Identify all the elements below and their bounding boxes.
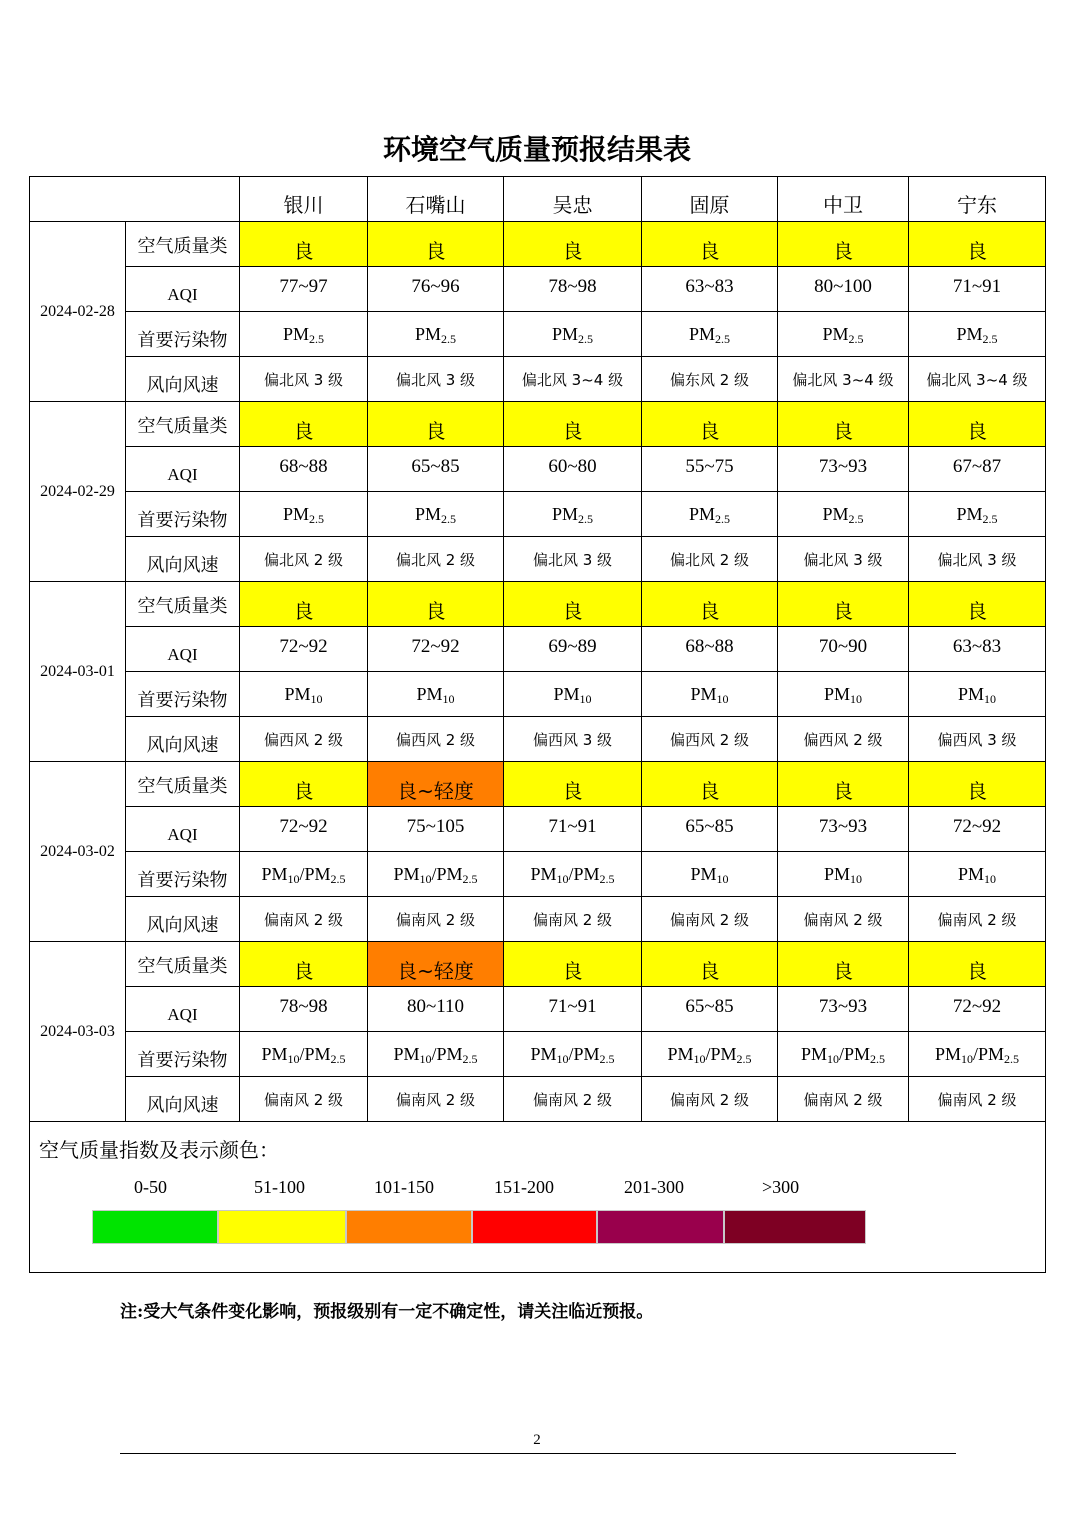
pollutant-cell: $PM_{10}$: [240, 672, 368, 717]
wind-cell: 偏南风 2 级: [642, 897, 778, 942]
pollutant-cell: $PM_{2.5}$: [240, 312, 368, 357]
aqi-grade-cell: 良~轻度: [368, 762, 504, 807]
legend-section: [30, 1122, 1046, 1273]
row-label-category: 空气质量类: [126, 222, 240, 267]
aqi-row: [30, 807, 1046, 852]
row-label-category: 空气质量类: [126, 582, 240, 627]
row-label-wind: 风向风速: [126, 357, 240, 402]
aqi-range-cell: 63~83: [909, 627, 1046, 672]
aqi-row: [30, 447, 1046, 492]
aqi-range-cell: 60~80: [504, 447, 642, 492]
wind-cell: 偏北风 3~4 级: [504, 357, 642, 402]
wind-cell: 偏西风 2 级: [778, 717, 909, 762]
aqi-range-cell: 68~88: [240, 447, 368, 492]
city-header: 银川: [240, 177, 368, 222]
aqi-range-cell: 71~91: [504, 807, 642, 852]
aqi-grade-cell: 良: [778, 762, 909, 807]
pollutant-cell: $PM_{2.5}$: [368, 492, 504, 537]
legend-swatch-heavy: [597, 1210, 724, 1244]
category-row: [30, 582, 1046, 627]
aqi-range-cell: 65~85: [642, 987, 778, 1032]
aqi-range-cell: 76~96: [368, 267, 504, 312]
aqi-grade-cell: 良: [778, 942, 909, 987]
pollutant-row: [30, 492, 1046, 537]
legend-swatch-moderate: [472, 1210, 597, 1244]
pollutant-cell: $PM_{2.5}$: [642, 492, 778, 537]
pollutant-row: [30, 1032, 1046, 1077]
wind-cell: 偏北风 3~4 级: [778, 357, 909, 402]
aqi-range-cell: 69~89: [504, 627, 642, 672]
aqi-grade-cell: 良: [368, 402, 504, 447]
row-label-pollutant: 首要污染物: [126, 312, 240, 357]
pollutant-row: [30, 672, 1046, 717]
legend-swatch-light: [346, 1210, 472, 1244]
header-row: [30, 177, 1046, 222]
row-label-wind: 风向风速: [126, 897, 240, 942]
aqi-grade-cell: 良: [240, 402, 368, 447]
wind-cell: 偏西风 2 级: [368, 717, 504, 762]
wind-cell: 偏北风 3 级: [504, 537, 642, 582]
aqi-grade-cell: 良: [504, 222, 642, 267]
aqi-range-cell: 67~87: [909, 447, 1046, 492]
wind-cell: 偏北风 3 级: [368, 357, 504, 402]
wind-row: [30, 357, 1046, 402]
date-cell: 2024-02-28: [30, 222, 126, 402]
row-label-category: 空气质量类: [126, 762, 240, 807]
row-label-wind: 风向风速: [126, 1077, 240, 1122]
wind-cell: 偏南风 2 级: [368, 1077, 504, 1122]
aqi-row: [30, 987, 1046, 1032]
pollutant-cell: $PM_{10}/PM_{2.5}$: [240, 852, 368, 897]
pollutant-cell: $PM_{10}$: [909, 672, 1046, 717]
aqi-grade-cell: 良: [504, 402, 642, 447]
pollutant-cell: $PM_{2.5}$: [504, 312, 642, 357]
category-row: [30, 402, 1046, 447]
pollutant-cell: $PM_{2.5}$: [240, 492, 368, 537]
legend-range-label: 151-200: [494, 1177, 554, 1197]
wind-cell: 偏南风 2 级: [240, 897, 368, 942]
aqi-grade-cell: 良~轻度: [368, 942, 504, 987]
aqi-range-cell: 65~85: [642, 807, 778, 852]
legend-range-label: 0-50: [134, 1177, 167, 1197]
legend-range-label: 51-100: [254, 1177, 305, 1197]
pollutant-cell: $PM_{10}/PM_{2.5}$: [504, 852, 642, 897]
aqi-grade-cell: 良: [909, 582, 1046, 627]
pollutant-cell: $PM_{2.5}$: [778, 312, 909, 357]
pollutant-cell: $PM_{10}/PM_{2.5}$: [642, 1032, 778, 1077]
wind-row: [30, 537, 1046, 582]
row-label-pollutant: 首要污染物: [126, 852, 240, 897]
aqi-grade-cell: 良: [642, 762, 778, 807]
pollutant-cell: $PM_{10}/PM_{2.5}$: [909, 1032, 1046, 1077]
wind-cell: 偏北风 3~4 级: [909, 357, 1046, 402]
legend-range-label: 201-300: [624, 1177, 684, 1197]
city-header: 吴忠: [504, 177, 642, 222]
aqi-grade-cell: 良: [778, 582, 909, 627]
aqi-grade-cell: 良: [642, 402, 778, 447]
pollutant-cell: $PM_{10}/PM_{2.5}$: [240, 1032, 368, 1077]
aqi-range-cell: 72~92: [368, 627, 504, 672]
aqi-grade-cell: 良: [909, 942, 1046, 987]
aqi-range-cell: 71~91: [504, 987, 642, 1032]
row-label-aqi: AQI: [126, 267, 240, 312]
aqi-range-cell: 63~83: [642, 267, 778, 312]
aqi-range-cell: 72~92: [240, 807, 368, 852]
date-cell: 2024-03-01: [30, 582, 126, 762]
wind-cell: 偏南风 2 级: [240, 1077, 368, 1122]
legend-range-label: >300: [762, 1177, 800, 1197]
aqi-range-cell: 77~97: [240, 267, 368, 312]
pollutant-cell: $PM_{10}$: [642, 672, 778, 717]
wind-cell: 偏西风 2 级: [240, 717, 368, 762]
pollutant-cell: $PM_{10}/PM_{2.5}$: [778, 1032, 909, 1077]
legend-title: 空气质量指数及表示颜色：: [39, 1138, 279, 1162]
pollutant-cell: $PM_{2.5}$: [909, 312, 1046, 357]
aqi-grade-cell: 良: [240, 582, 368, 627]
pollutant-cell: $PM_{10}$: [778, 672, 909, 717]
aqi-grade-cell: 良: [909, 762, 1046, 807]
wind-cell: 偏南风 2 级: [504, 897, 642, 942]
aqi-grade-cell: 良: [368, 222, 504, 267]
row-label-wind: 风向风速: [126, 537, 240, 582]
row-label-category: 空气质量类: [126, 402, 240, 447]
wind-cell: 偏北风 2 级: [240, 537, 368, 582]
wind-cell: 偏北风 3 级: [909, 537, 1046, 582]
pollutant-cell: $PM_{2.5}$: [504, 492, 642, 537]
pollutant-row: [30, 852, 1046, 897]
aqi-row: [30, 267, 1046, 312]
wind-cell: 偏西风 2 级: [642, 717, 778, 762]
aqi-grade-cell: 良: [240, 762, 368, 807]
wind-row: [30, 717, 1046, 762]
aqi-grade-cell: 良: [504, 582, 642, 627]
pollutant-cell: $PM_{2.5}$: [368, 312, 504, 357]
forecast-table: [29, 176, 1046, 1273]
legend-swatch-good-plus: [92, 1210, 218, 1244]
aqi-range-cell: 75~105: [368, 807, 504, 852]
wind-cell: 偏南风 2 级: [909, 1077, 1046, 1122]
wind-row: [30, 1077, 1046, 1122]
wind-row: [30, 897, 1046, 942]
wind-cell: 偏西风 3 级: [504, 717, 642, 762]
legend-swatch-severe: [724, 1210, 866, 1244]
aqi-grade-cell: 良: [642, 942, 778, 987]
wind-cell: 偏北风 2 级: [642, 537, 778, 582]
wind-cell: 偏北风 2 级: [368, 537, 504, 582]
row-label-wind: 风向风速: [126, 717, 240, 762]
wind-cell: 偏北风 3 级: [778, 537, 909, 582]
aqi-range-cell: 80~100: [778, 267, 909, 312]
aqi-grade-cell: 良: [909, 402, 1046, 447]
aqi-range-cell: 68~88: [642, 627, 778, 672]
row-label-pollutant: 首要污染物: [126, 672, 240, 717]
city-header: 石嘴山: [368, 177, 504, 222]
aqi-row: [30, 627, 1046, 672]
page-number: 2: [533, 1432, 541, 1448]
city-header: 固原: [642, 177, 778, 222]
legend-row: [30, 1122, 1046, 1273]
pollutant-cell: $PM_{10}/PM_{2.5}$: [368, 1032, 504, 1077]
wind-cell: 偏南风 2 级: [368, 897, 504, 942]
wind-cell: 偏西风 3 级: [909, 717, 1046, 762]
aqi-range-cell: 73~93: [778, 807, 909, 852]
category-row: [30, 222, 1046, 267]
forecast-note: 注:受大气条件变化影响，预报级别有一定不确定性，请关注临近预报。: [120, 1302, 654, 1322]
aqi-grade-cell: 良: [642, 582, 778, 627]
category-row: [30, 762, 1046, 807]
aqi-grade-cell: 良: [642, 222, 778, 267]
pollutant-row: [30, 312, 1046, 357]
aqi-range-cell: 72~92: [909, 807, 1046, 852]
wind-cell: 偏东风 2 级: [642, 357, 778, 402]
aqi-range-cell: 55~75: [642, 447, 778, 492]
wind-cell: 偏南风 2 级: [909, 897, 1046, 942]
row-label-pollutant: 首要污染物: [126, 492, 240, 537]
aqi-grade-cell: 良: [909, 222, 1046, 267]
pollutant-cell: $PM_{10}/PM_{2.5}$: [504, 1032, 642, 1077]
aqi-range-cell: 78~98: [240, 987, 368, 1032]
aqi-grade-cell: 良: [240, 222, 368, 267]
aqi-range-cell: 70~90: [778, 627, 909, 672]
date-cell: 2024-03-02: [30, 762, 126, 942]
row-label-aqi: AQI: [126, 807, 240, 852]
pollutant-cell: $PM_{10}$: [642, 852, 778, 897]
footer-rule: [120, 1453, 956, 1454]
pollutant-cell: $PM_{2.5}$: [778, 492, 909, 537]
aqi-grade-cell: 良: [778, 222, 909, 267]
aqi-grade-cell: 良: [504, 942, 642, 987]
legend-range-label: 101-150: [374, 1177, 434, 1197]
aqi-grade-cell: 良: [778, 402, 909, 447]
aqi-grade-cell: 良: [368, 582, 504, 627]
category-row: [30, 942, 1046, 987]
row-label-aqi: AQI: [126, 447, 240, 492]
city-header: 宁东: [909, 177, 1046, 222]
corner-cell: [30, 177, 240, 222]
aqi-grade-cell: 良: [504, 762, 642, 807]
row-label-aqi: AQI: [126, 987, 240, 1032]
wind-cell: 偏南风 2 级: [504, 1077, 642, 1122]
aqi-grade-cell: 良: [240, 942, 368, 987]
wind-cell: 偏南风 2 级: [778, 897, 909, 942]
aqi-range-cell: 72~92: [909, 987, 1046, 1032]
aqi-range-cell: 65~85: [368, 447, 504, 492]
row-label-pollutant: 首要污染物: [126, 1032, 240, 1077]
pollutant-cell: $PM_{10}$: [504, 672, 642, 717]
pollutant-cell: $PM_{2.5}$: [909, 492, 1046, 537]
date-cell: 2024-02-29: [30, 402, 126, 582]
aqi-range-cell: 71~91: [909, 267, 1046, 312]
aqi-range-cell: 73~93: [778, 987, 909, 1032]
wind-cell: 偏南风 2 级: [642, 1077, 778, 1122]
row-label-category: 空气质量类: [126, 942, 240, 987]
pollutant-cell: $PM_{2.5}$: [642, 312, 778, 357]
date-cell: 2024-03-03: [30, 942, 126, 1122]
aqi-range-cell: 80~110: [368, 987, 504, 1032]
pollutant-cell: $PM_{10}/PM_{2.5}$: [368, 852, 504, 897]
wind-cell: 偏南风 2 级: [778, 1077, 909, 1122]
pollutant-cell: $PM_{10}$: [909, 852, 1046, 897]
page-title: 环境空气质量预报结果表: [382, 133, 691, 166]
legend-swatch-good: [218, 1210, 346, 1244]
city-header: 中卫: [778, 177, 909, 222]
aqi-range-cell: 72~92: [240, 627, 368, 672]
pollutant-cell: $PM_{10}$: [368, 672, 504, 717]
wind-cell: 偏北风 3 级: [240, 357, 368, 402]
aqi-range-cell: 78~98: [504, 267, 642, 312]
aqi-range-cell: 73~93: [778, 447, 909, 492]
pollutant-cell: $PM_{10}$: [778, 852, 909, 897]
row-label-aqi: AQI: [126, 627, 240, 672]
